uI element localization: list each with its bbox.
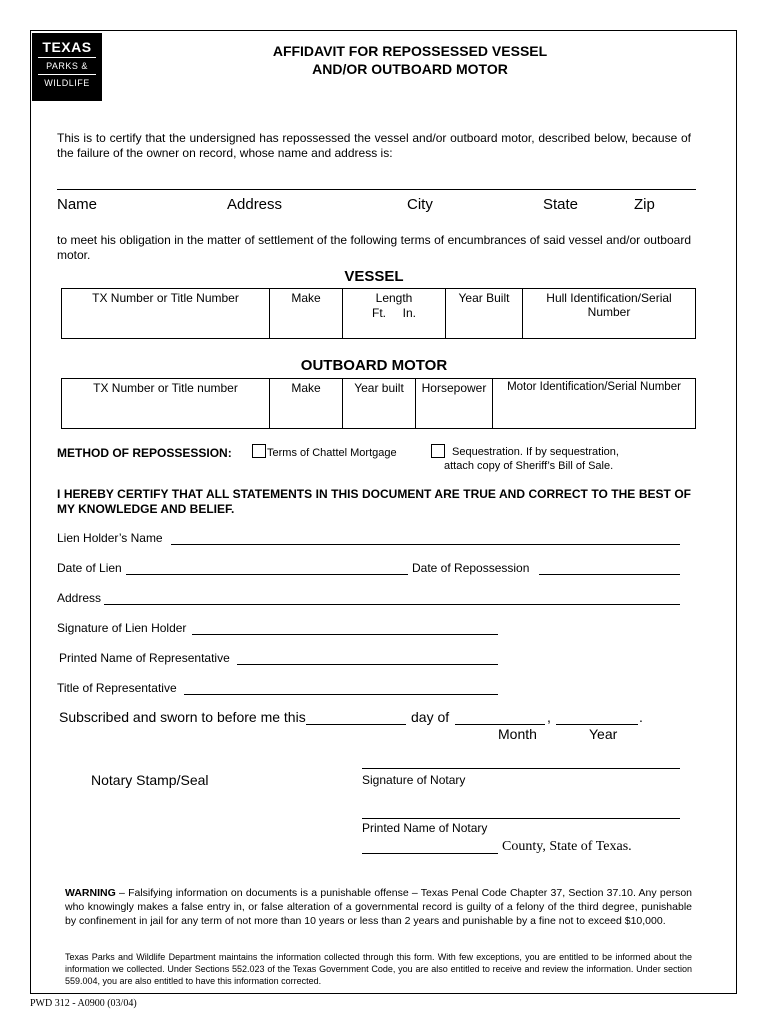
vessel-section-title: VESSEL: [344, 268, 404, 285]
sworn-month-line[interactable]: [455, 724, 545, 725]
owner-address-label: Address: [227, 196, 283, 213]
motor-make-cell[interactable]: [270, 379, 343, 429]
obligation-text: to meet his obligation in the matter of settlement of the following terms of encumbrances of said vessel and/or outboard motor.: [57, 233, 691, 262]
sworn-year-label: Year: [589, 726, 618, 742]
vessel-hull-id-cell[interactable]: [523, 289, 696, 339]
warning-label: WARNING: [65, 887, 116, 899]
owner-info-line[interactable]: [57, 189, 696, 190]
vessel-table: [61, 288, 696, 339]
owner-city-label: City: [407, 196, 433, 213]
motor-id-cell[interactable]: [493, 379, 696, 429]
vessel-header-year-built: Year Built: [458, 291, 510, 305]
date-of-repossession-line[interactable]: [539, 574, 680, 575]
vessel-make-cell[interactable]: [270, 289, 343, 339]
certify-statement: I HEREBY CERTIFY THAT ALL STATEMENTS IN THIS DOCUMENT ARE TRUE AND CORRECT TO THE BEST OF MY KNOWLEDGE AND BELIEF.: [57, 487, 691, 516]
sworn-day-line[interactable]: [306, 724, 406, 725]
title-rep-label: Title of Representative: [57, 681, 177, 695]
sworn-year-line[interactable]: [556, 724, 638, 725]
sequestration-label-line1: Sequestration. If by sequestration,: [452, 446, 619, 458]
lien-holder-name-line[interactable]: [171, 544, 680, 545]
owner-state-label: State: [543, 196, 579, 213]
owner-name-label: Name: [57, 196, 98, 213]
vessel-length-in: In.: [402, 306, 416, 320]
date-of-lien-label: Date of Lien: [57, 561, 122, 575]
form-title-line2: AND/OR OUTBOARD MOTOR: [312, 61, 508, 77]
vessel-year-built-cell[interactable]: [446, 289, 523, 339]
vessel-length-ft: Ft.: [371, 306, 386, 320]
motor-header-horsepower: Horsepower: [421, 381, 487, 395]
notary-printed-name-label: Printed Name of Notary: [362, 821, 488, 835]
warning-block: [65, 886, 692, 928]
vessel-header-make: Make: [291, 291, 321, 305]
chattel-mortgage-checkbox[interactable]: [252, 444, 266, 458]
motor-header-year-built: Year built: [354, 381, 404, 395]
signature-lien-holder-label: Signature of Lien Holder: [57, 621, 187, 635]
motor-header-motor-id: Motor Identification/Serial Number: [507, 381, 681, 393]
vessel-header-hull-id: Hull Identification/Serial Number: [546, 291, 672, 319]
vessel-header-tx-number: TX Number or Title Number: [92, 291, 239, 305]
sworn-month-label: Month: [498, 726, 537, 742]
motor-section-title: OUTBOARD MOTOR: [300, 357, 448, 374]
notary-signature-label: Signature of Notary: [362, 773, 466, 787]
sworn-prefix: Subscribed and sworn to before me this: [59, 709, 306, 725]
notary-printed-name-line[interactable]: [362, 818, 680, 819]
vessel-tx-number-cell[interactable]: [62, 289, 270, 339]
motor-table: [61, 378, 696, 429]
motor-tx-number-cell[interactable]: [62, 379, 270, 429]
logo-texas: TEXAS: [42, 39, 92, 55]
printed-name-rep-line[interactable]: [237, 664, 498, 665]
motor-header-tx-number: TX Number or Title number: [93, 381, 238, 395]
intro-text: This is to certify that the undersigned has repossessed the vessel and/or outboard motor, described below, because of the failure of the owner on record, whose name and address is:: [57, 131, 691, 160]
lien-holder-name-label: Lien Holder’s Name: [57, 531, 163, 545]
chattel-mortgage-label: Terms of Chattel Mortgage: [267, 447, 397, 459]
county-state-label: County, State of Texas.: [502, 839, 632, 854]
form-id: PWD 312 - A0900 (03/04): [30, 998, 137, 1009]
title-rep-line[interactable]: [184, 694, 498, 695]
form-title-line1: AFFIDAVIT FOR REPOSSESSED VESSEL: [272, 43, 548, 59]
owner-zip-label: Zip: [634, 196, 655, 213]
address-line[interactable]: [104, 604, 680, 605]
tpwd-logo: [32, 33, 102, 101]
logo-parks: PARKS &: [46, 61, 88, 71]
privacy-notice: Texas Parks and Wildlife Department maintains the information collected through this form. With few exceptions, you are entitled to be informed about the information we collected. Under Sections 552.023 of the Texas Government Code, you are also entitled to receive and review the information. Under section 559.004, you are also entitled to have this information corrected.: [65, 952, 692, 986]
notary-stamp-label: Notary Stamp/Seal: [91, 772, 209, 788]
sworn-period: .: [639, 709, 643, 725]
motor-header-make: Make: [291, 381, 321, 395]
county-line[interactable]: [362, 853, 498, 854]
vessel-header-length: Length: [375, 291, 413, 305]
address-label: Address: [57, 591, 102, 605]
warning-text: – Falsifying information on documents is a punishable offense – Texas Penal Code Chapter 37, Section 37.10. Any person who knowingly makes a false entry in, or false alteration of a governmental record is guilty of a felony of the third degree, punishable by confinement in jail for any term of not more than 10 years or less than 2 years and punishable by a fine not to exceed $10,000.: [65, 887, 692, 927]
motor-horsepower-cell[interactable]: [416, 379, 493, 429]
sequestration-label-line2: attach copy of Sheriff’s Bill of Sale.: [444, 460, 614, 472]
signature-lien-holder-line[interactable]: [192, 634, 498, 635]
method-label: METHOD OF REPOSSESSION:: [57, 446, 232, 460]
logo-wildlife: WILDLIFE: [44, 78, 90, 88]
date-of-repossession-label: Date of Repossession: [412, 561, 530, 575]
notary-signature-line[interactable]: [362, 768, 680, 769]
date-of-lien-line[interactable]: [126, 574, 408, 575]
sequestration-checkbox[interactable]: [431, 444, 445, 458]
printed-name-rep-label: Printed Name of Representative: [59, 651, 230, 665]
vessel-length-cell[interactable]: [343, 289, 446, 339]
motor-year-built-cell[interactable]: [343, 379, 416, 429]
sworn-day-of: day of: [411, 709, 450, 725]
sworn-comma: ,: [547, 709, 551, 725]
